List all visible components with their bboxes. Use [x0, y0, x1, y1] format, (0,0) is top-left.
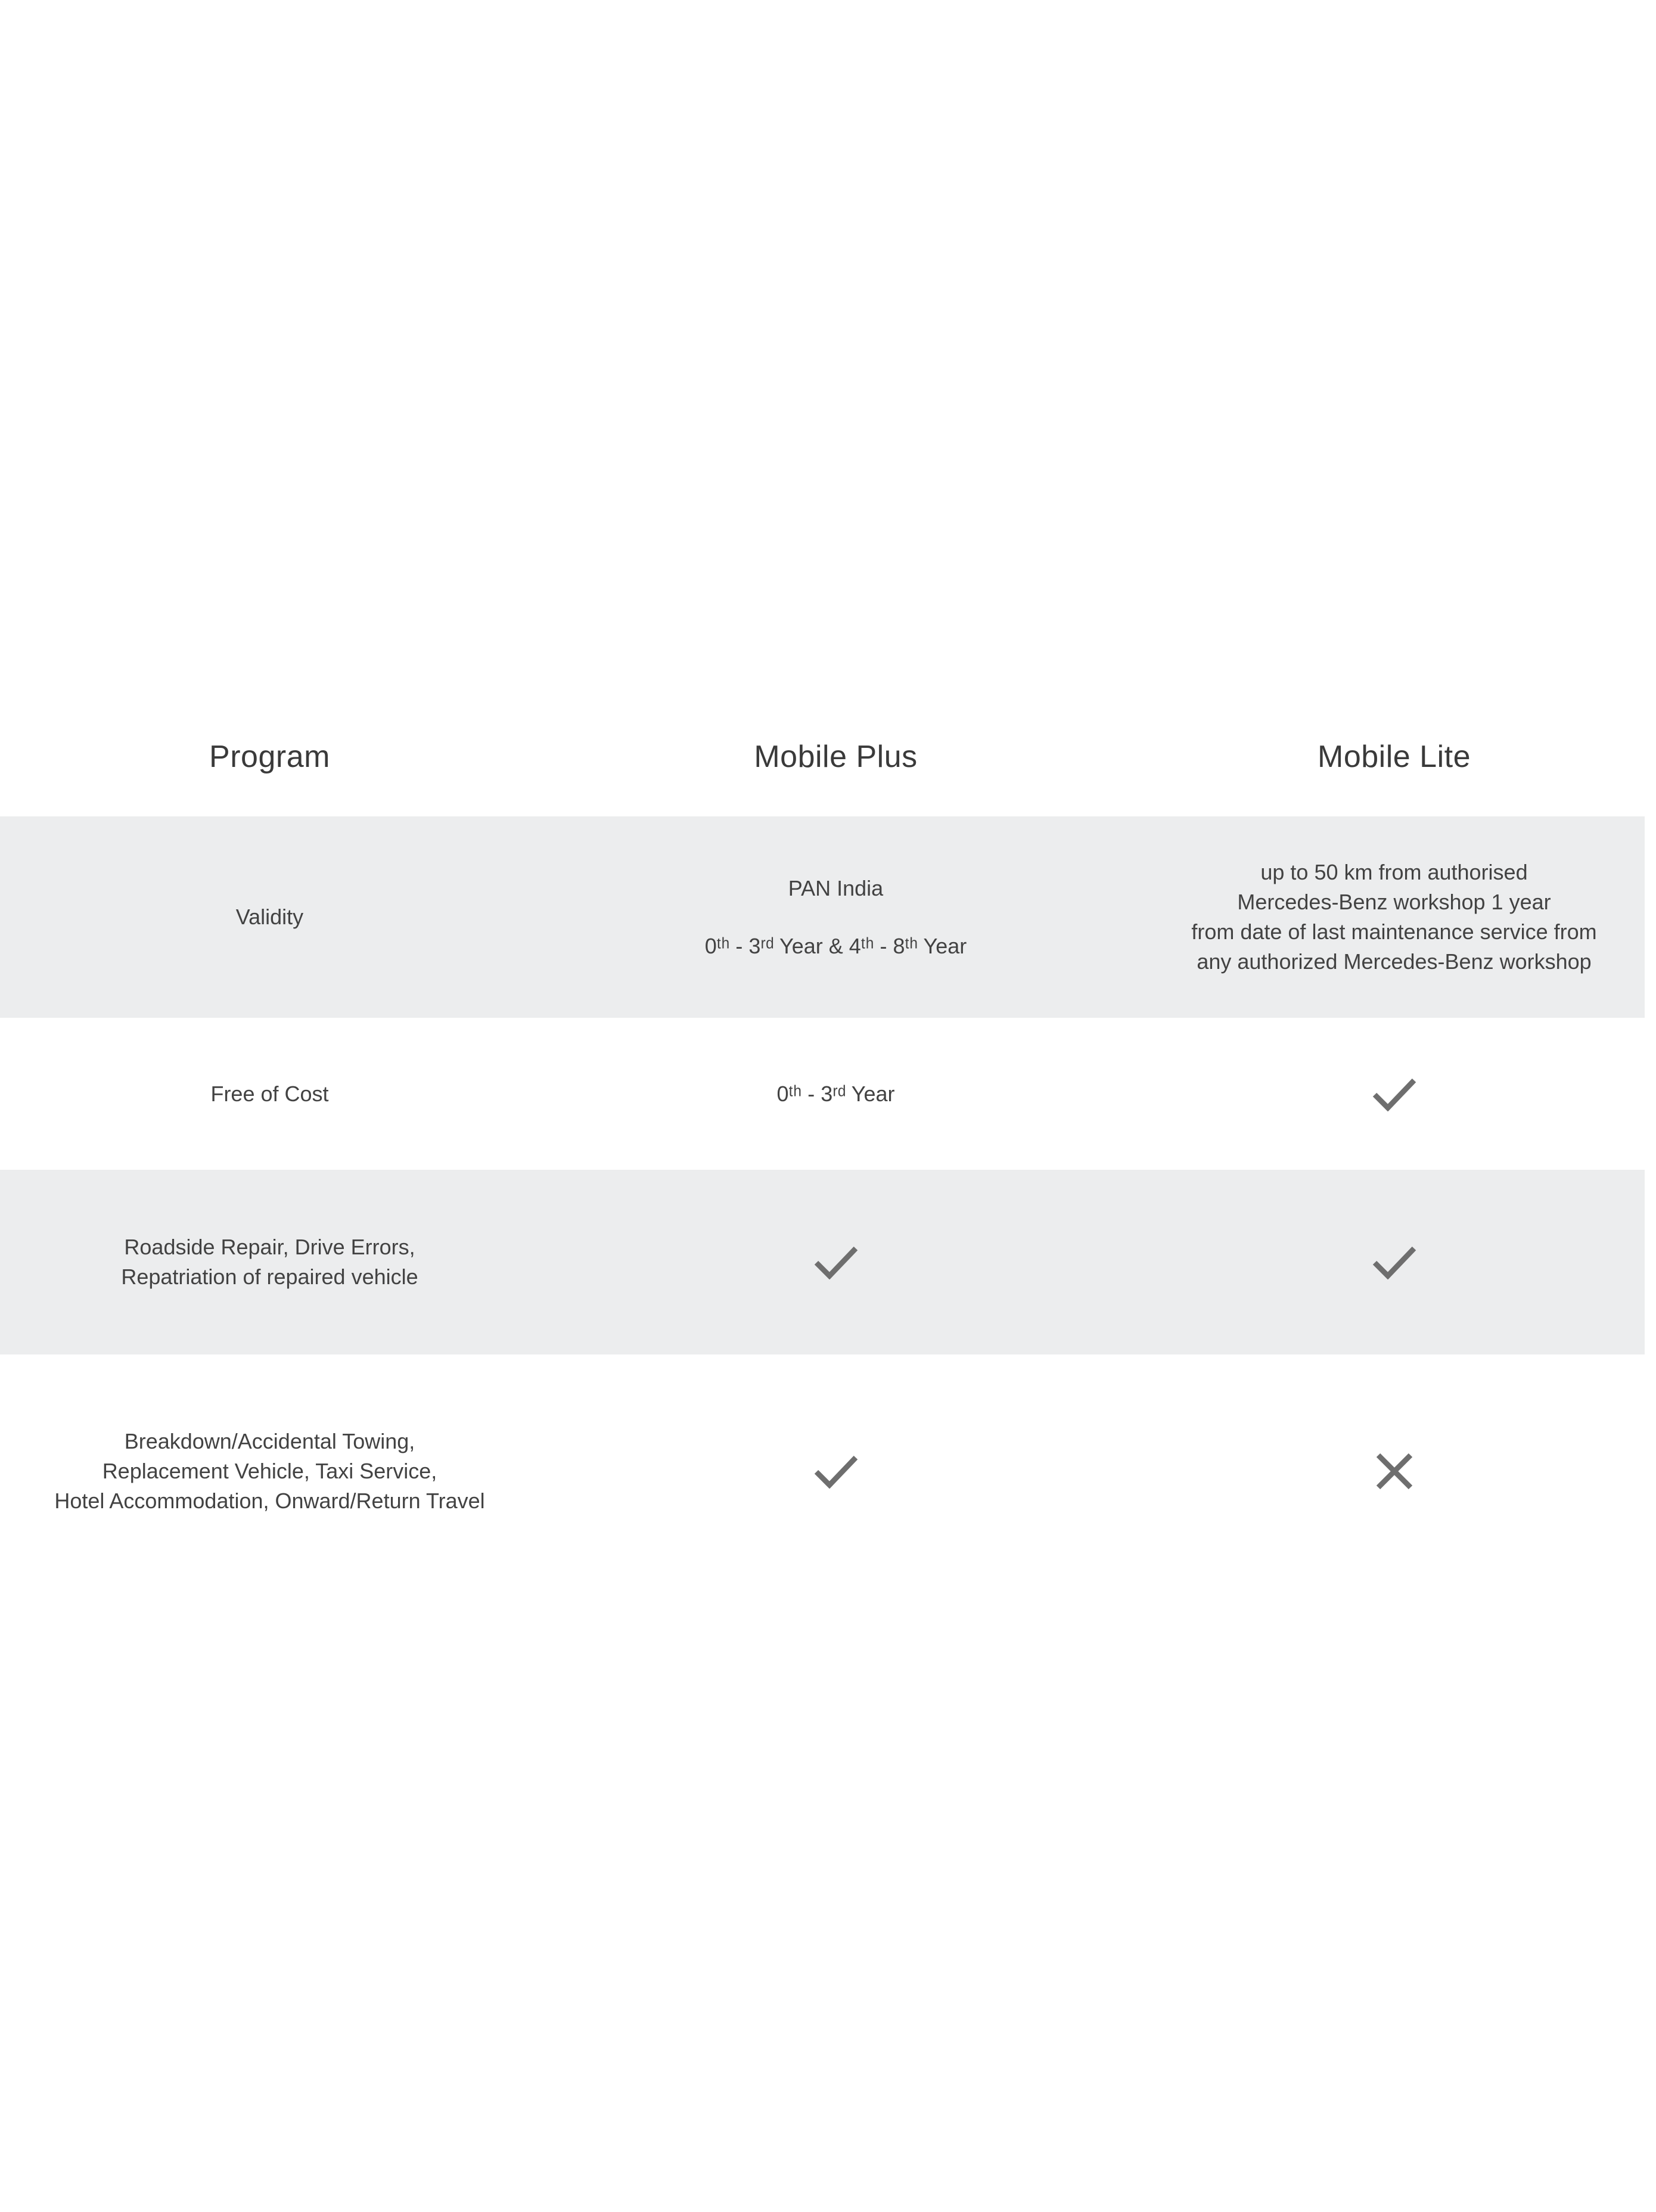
column-header-program: Program — [209, 740, 330, 774]
table-header-row — [0, 697, 1656, 816]
program-label-line-2: Repatriation of repaired vehicle — [121, 1265, 418, 1289]
mobile-lite-cell — [1132, 1018, 1656, 1170]
validity-lite-line-3: from date of last maintenance service from — [1191, 919, 1597, 944]
column-header-mobile-lite: Mobile Lite — [1318, 740, 1471, 774]
mobile-plus-cell — [539, 1354, 1132, 1588]
table-row-validity — [0, 816, 1656, 1018]
validity-plus-line-1: PAN India — [788, 875, 884, 900]
validity-lite-line-4: any authorized Mercedes-Benz workshop — [1197, 949, 1592, 974]
program-label: Free of Cost — [210, 1081, 329, 1106]
mobile-plus-cell — [539, 1018, 1132, 1170]
free-plus-text: 0ᵗʰ - 3ʳᵈ Year — [776, 1081, 895, 1106]
mobile-lite-cell — [1132, 1170, 1656, 1354]
table-row-roadside-repair — [0, 1170, 1656, 1354]
program-label-line-3: Hotel Accommodation, Onward/Return Travel — [54, 1489, 485, 1513]
program-cell — [0, 1018, 539, 1170]
column-header-mobile-lite-cell — [1132, 697, 1656, 816]
validity-lite-line-2: Mercedes-Benz workshop 1 year — [1237, 890, 1551, 914]
cross-icon — [1374, 1451, 1415, 1492]
check-icon — [1372, 1077, 1416, 1111]
mobile-plus-cell — [539, 816, 1132, 1018]
check-icon — [1372, 1245, 1416, 1279]
validity-plus-line-2: 0ᵗʰ - 3ʳᵈ Year & 4ᵗʰ - 8ᵗʰ Year — [704, 933, 967, 958]
mobile-lite-cell — [1132, 816, 1656, 1018]
top-whitespace — [0, 0, 1656, 697]
check-icon — [814, 1245, 858, 1279]
program-label: Validity — [235, 905, 304, 929]
validity-lite-line-1: up to 50 km from authorised — [1260, 860, 1528, 884]
program-label-line-1: Breakdown/Accidental Towing, — [124, 1429, 415, 1453]
check-icon — [814, 1454, 858, 1489]
mobile-lite-cell — [1132, 1354, 1656, 1588]
mobile-plus-cell — [539, 1170, 1132, 1354]
program-cell — [0, 1170, 539, 1354]
table-row-free-of-cost — [0, 1018, 1656, 1170]
program-cell — [0, 816, 539, 1018]
program-label-line-2: Replacement Vehicle, Taxi Service, — [102, 1459, 437, 1483]
comparison-table — [0, 697, 1656, 1588]
validity-plus-text — [705, 874, 967, 961]
table-row-breakdown-towing — [0, 1354, 1656, 1588]
column-header-mobile-plus-cell — [539, 697, 1132, 816]
column-header-mobile-plus: Mobile Plus — [754, 740, 918, 774]
program-label-line-1: Roadside Repair, Drive Errors, — [124, 1235, 415, 1259]
program-cell — [0, 1354, 539, 1588]
column-header-program-cell — [0, 697, 539, 816]
